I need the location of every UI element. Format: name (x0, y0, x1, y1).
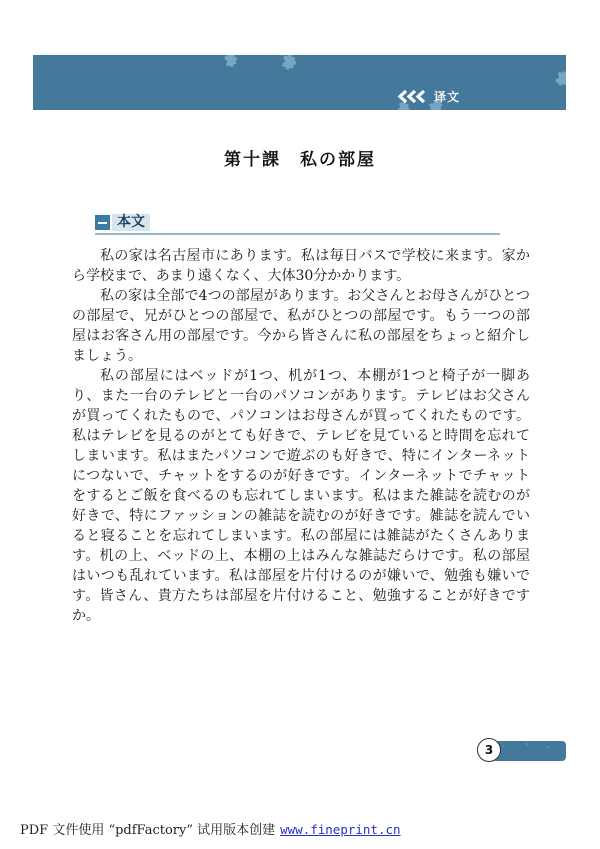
minus-icon (95, 215, 110, 230)
paragraph-3: 私の部屋にはベッドが1つ、机が1つ、本棚が1つと椅子が一脚あり、また一台のテレビと一台のパソコンがあります。テレビはお父さんが買ってくれたもので、パソコンはお母さんが買ってくれたものです。私はテレビを見るのがとても好きで、テレビを見ていると時間を忘れてしまいます。私はまたパソコンで遊ぶのも好きで、特にインターネットにつないで、チャットをするのが好きです。インターネットでチャットをするとご飯を食べるのも忘れてしまいます。私はまた雑誌を読むのが好きで、特にファッションの雑誌を読むのが好きです。雑誌を読んでいると寝ることを忘れてしまいます。私の部屋には雑誌がたくさんあります。机の上、ベッドの上、本棚の上はみんな雑誌だらけです。私の部屋はいつも乱れています。私は部屋を片付けるのが嫌いで、勉強も嫌いです。皆さん、貴方たちは部屋を片付けること、勉強することが好きですか。 (72, 368, 530, 624)
lesson-text (72, 246, 530, 626)
section-header (95, 214, 150, 231)
pdf-watermark (20, 819, 401, 838)
watermark-text: PDF 文件使用 “pdfFactory” 试用版本创建 (20, 823, 276, 838)
banner-label-text: 译文 (433, 90, 460, 104)
page-number-badge: 3 (477, 738, 501, 762)
banner-section-label (397, 88, 460, 105)
paragraph-2: 私の家は全部で4つの部屋があります。お父さんとお母さんがひとつの部屋で、兄がひとつの部屋で、私がひとつの部屋です。もう一つの部屋はお客さん用の部屋です。今から皆さんに私の部屋をちょっと紹介しましょう。 (72, 288, 530, 364)
lesson-title: 第十課 私の部屋 (224, 150, 376, 170)
section-divider (95, 233, 500, 235)
puzzle-pieces-decoration-icon (33, 55, 566, 110)
chevrons-left-icon (397, 90, 427, 103)
header-banner (33, 55, 566, 110)
fineprint-link[interactable]: www.fineprint.cn (280, 822, 401, 837)
paragraph-1: 私の家は名古屋市にあります。私は毎日バスで学校に来ます。家から学校まで、あまり遠くなく、大体30分かかります。 (72, 248, 530, 284)
section-label: 本文 (112, 214, 150, 231)
